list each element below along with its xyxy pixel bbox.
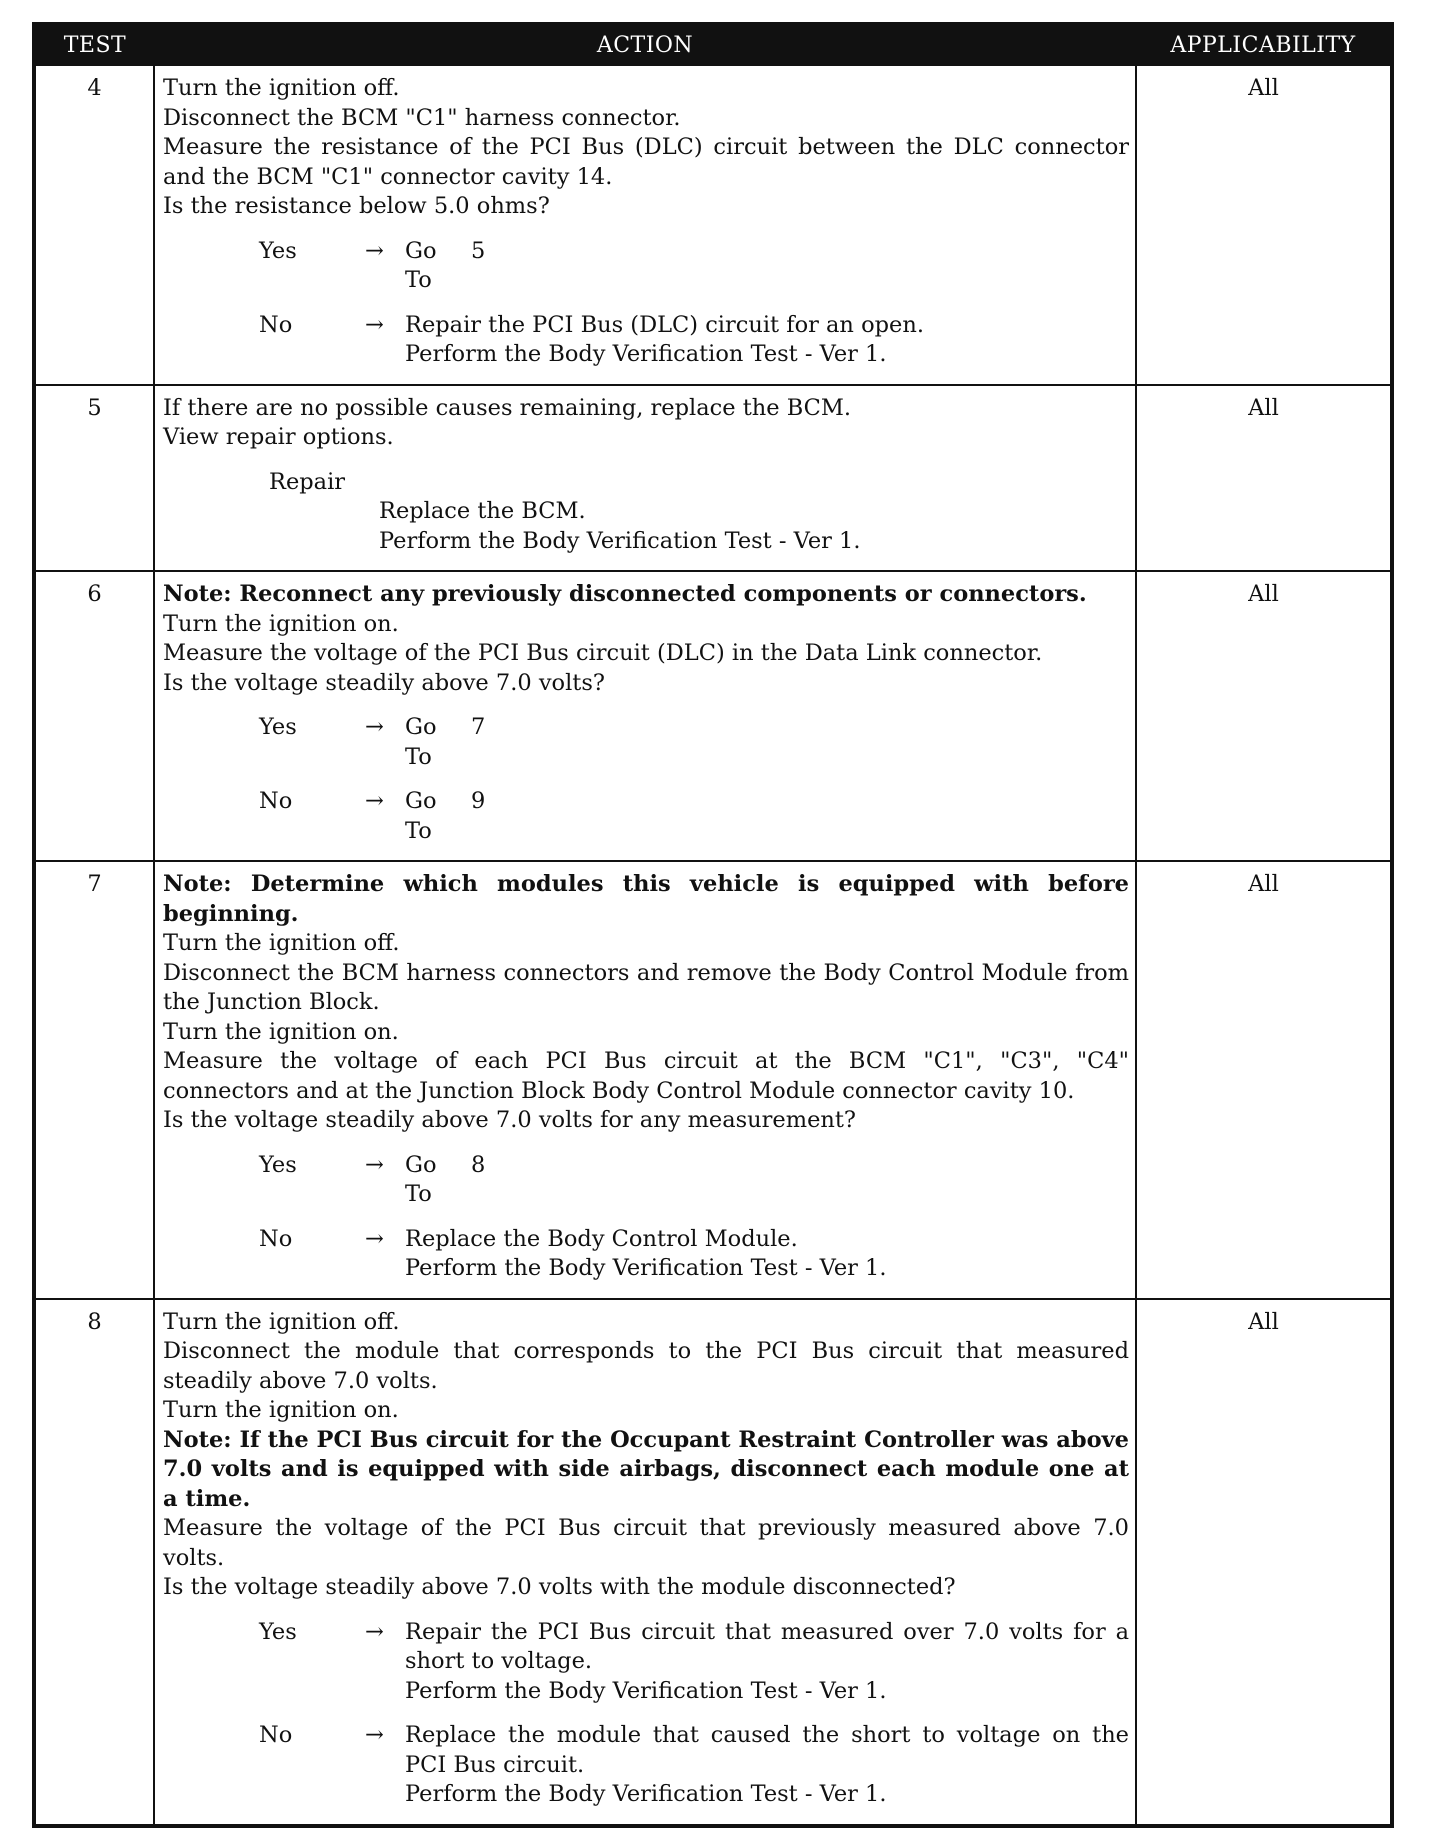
action-cell [154,1299,1136,1826]
branch-result [405,311,1129,370]
result-line: Perform the Body Verification Test - Ver 1. [405,1781,887,1807]
branch-list [163,713,1129,846]
result-line: Repair the PCI Bus (DLC) circuit for an open. [405,311,924,338]
action-cell [154,861,1136,1299]
no-label: No [259,1722,293,1748]
action-line: Turn the ignition off. [163,75,400,101]
header-applicability: APPLICABILITY [1136,24,1392,65]
yes-branch [259,1151,1129,1210]
result-line: Replace the module that caused the short to voltage on the PCI Bus circuit. [405,1722,1129,1778]
repair-options [269,468,1129,557]
action-line: View repair options. [163,424,394,450]
action-cell [154,571,1136,861]
action-line: Is the voltage steadily above 7.0 volts? [163,669,605,696]
action-line: Measure the voltage of the PCI Bus circuit (DLC) in the Data Link connector. [163,640,1043,666]
action-line: Turn the ignition on. [163,1397,399,1423]
no-branch [259,311,1129,370]
no-branch [259,1225,1129,1284]
arrow-right-icon: → [365,311,384,338]
action-line: Is the voltage steadily above 7.0 volts for any measurement? [163,1107,856,1133]
repair-label: Repair [269,468,346,495]
goto-label: Go To [405,237,437,293]
arrow-right-icon: → [365,714,384,740]
no-branch [259,1721,1129,1810]
yes-branch [259,1618,1129,1707]
action-line: Disconnect the BCM "C1" harness connector. [163,104,681,131]
action-line: If there are no possible causes remaining, replace the BCM. [163,394,852,421]
arrow-right-icon: → [365,1618,384,1645]
arrow-right-icon: → [365,237,384,264]
yes-branch [259,237,1129,296]
goto-label: Go To [405,714,437,770]
arrow-right-icon: → [365,1151,384,1178]
action-line: Measure the voltage of the PCI Bus circuit that previously measured above 7.0 volts. [163,1515,1129,1571]
action-line: Disconnect the module that corresponds to the PCI Bus circuit that measured steadily above 7.0 volts. [163,1338,1129,1394]
table-row [34,571,1392,861]
arrow-right-icon: → [365,1722,384,1748]
table-row [34,65,1392,385]
branch-result [405,1618,1129,1707]
action-line: Measure the resistance of the PCI Bus (DLC) circuit between the DLC connector and the BCM "C1" connector cavity 14. [163,134,1129,190]
test-number: 5 [34,385,154,572]
yes-label: Yes [259,1151,297,1178]
no-branch [259,787,1129,846]
note-text: Note: Determine which modules this vehicle is equipped with before beginning. [163,871,1129,927]
applicability-value: All [1136,861,1392,1299]
applicability-value: All [1136,1299,1392,1826]
test-number: 7 [34,861,154,1299]
action-line: Measure the voltage of each PCI Bus circuit at the BCM "C1", "C3", "C4" connectors and at the Junction Block Body Control Module connector cavity 10. [163,1048,1129,1104]
applicability-value: All [1136,571,1392,861]
no-label: No [259,788,293,814]
action-line: Is the voltage steadily above 7.0 volts with the module disconnected? [163,1574,956,1600]
applicability-value: All [1136,65,1392,385]
yes-label: Yes [259,237,297,264]
note-text: Note: Reconnect any previously disconnected components or connectors. [163,581,1087,607]
goto-target: 5 [471,237,486,264]
table-row [34,385,1392,572]
branch-list [163,1151,1129,1284]
note-text: Note: If the PCI Bus circuit for the Occupant Restraint Controller was above 7.0 volts and is equipped with side airbags, disconnect each module one at a time. [163,1426,1129,1512]
no-label: No [259,311,293,338]
applicability-value: All [1136,385,1392,572]
arrow-right-icon: → [365,788,384,814]
header-action: ACTION [154,24,1136,65]
goto-label: Go To [405,1151,437,1207]
arrow-right-icon: → [365,1225,384,1252]
table-row [34,1299,1392,1826]
goto-target: 7 [471,714,486,740]
repair-line: Replace the BCM. [379,498,586,524]
no-label: No [259,1225,293,1252]
branch-result [405,1225,1129,1284]
branch-list [163,1618,1129,1810]
test-number: 6 [34,571,154,861]
result-line: Repair the PCI Bus circuit that measured over 7.0 volts for a short to voltage. [405,1618,1129,1674]
goto-target: 8 [471,1151,486,1178]
result-line: Perform the Body Verification Test - Ver 1. [405,1677,887,1704]
diagnostic-table [32,22,1394,1828]
goto-target: 9 [471,788,486,814]
goto-label: Go To [405,788,437,844]
action-line: Turn the ignition on. [163,1018,399,1045]
action-line: Is the resistance below 5.0 ohms? [163,193,550,219]
test-number: 4 [34,65,154,385]
result-line: Replace the Body Control Module. [405,1225,798,1252]
yes-branch [259,713,1129,772]
action-line: Turn the ignition off. [163,1308,400,1335]
test-number: 8 [34,1299,154,1826]
branch-result [405,1721,1129,1810]
result-line: Perform the Body Verification Test - Ver 1. [405,1255,887,1281]
repair-line: Perform the Body Verification Test - Ver 1. [379,527,861,554]
header-test: TEST [34,24,154,65]
action-line: Disconnect the BCM harness connectors and remove the Body Control Module from the Junction Block. [163,959,1129,1015]
table-row [34,861,1392,1299]
branch-list [163,237,1129,370]
action-cell [154,65,1136,385]
action-line: Turn the ignition off. [163,930,400,956]
repair-items [379,497,1129,556]
action-line: Turn the ignition on. [163,610,399,637]
diagnostic-procedure-page [32,22,1390,1828]
result-line: Perform the Body Verification Test - Ver 1. [405,341,887,367]
table-header-row [34,24,1392,65]
action-cell [154,385,1136,572]
yes-label: Yes [259,714,297,740]
yes-label: Yes [259,1618,297,1645]
